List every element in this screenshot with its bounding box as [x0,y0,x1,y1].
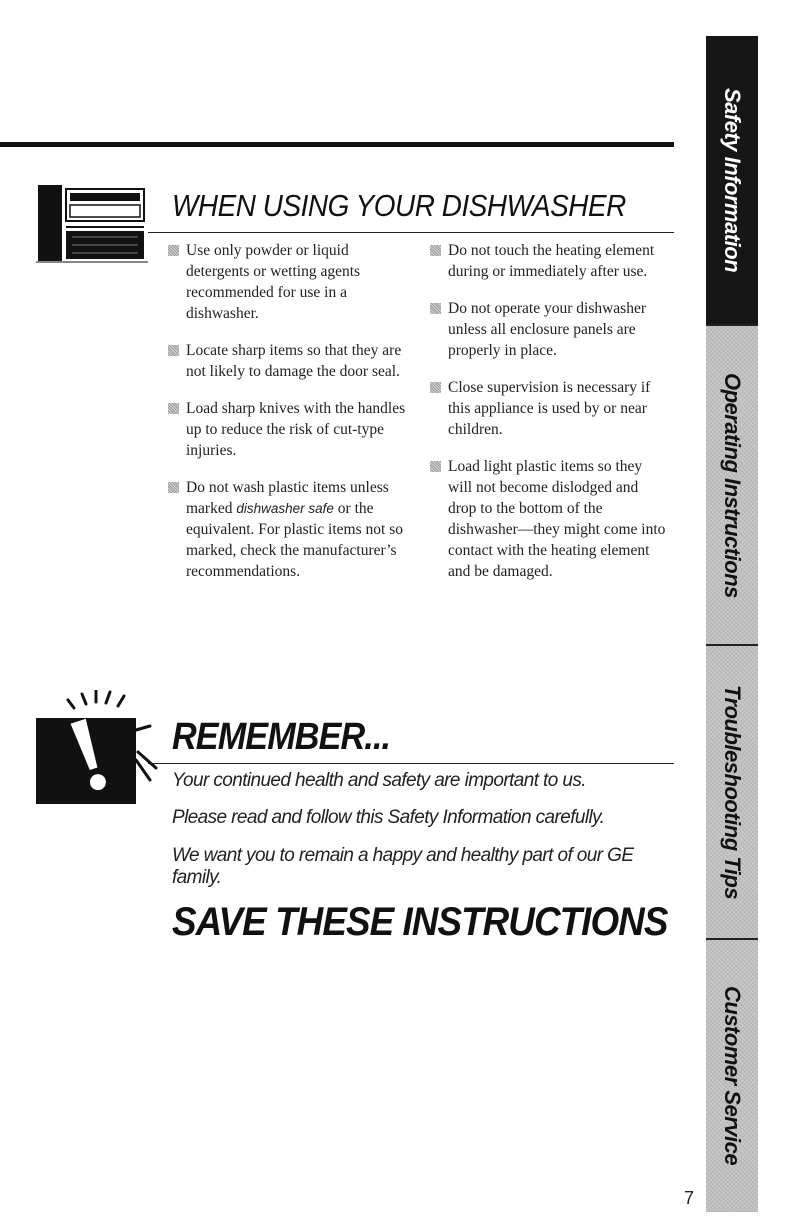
tab-label: Operating Instructions [720,372,745,598]
bullet-text: Locate sharp items so that they are not likely to damage the door seal. [186,342,402,380]
section-tabs [706,36,758,1212]
title-rule [148,232,674,233]
safety-bullet [168,340,406,382]
tab-operating-instructions[interactable] [706,326,758,646]
left-column [168,240,406,598]
safety-bullet [430,456,668,582]
remember-line: We want you to remain a happy and healthy part of our GE family. [172,845,634,888]
tab-label: Safety Information [720,87,745,273]
remember-line: Please read and follow this Safety Information carefully. [172,807,605,828]
safety-bullet [168,398,406,461]
dishwasher-safe-term: dishwasher safe [236,501,334,516]
bullet-icon [430,245,441,256]
page-number: 7 [684,1188,695,1208]
top-rule [0,142,674,147]
bullet-text: Do not touch the heating element during or immediately after use. [448,242,655,280]
tab-customer-service[interactable] [706,940,758,1212]
bullet-icon [430,382,441,393]
safety-bullet [168,240,406,324]
remember-line: Your continued health and safety are important to us. [172,770,586,791]
bullet-text: Load sharp knives with the handles up to reduce the risk of cut-type injuries. [186,400,406,459]
remember-rule [148,763,674,764]
safety-bullet [430,377,668,440]
right-column [430,240,668,598]
tab-label: Troubleshooting Tips [720,684,745,900]
section-title: WHEN USING YOUR DISHWASHER [172,188,626,223]
bullet-text-before: Do not wash plastic items unless marked [186,479,389,517]
tab-troubleshooting-tips[interactable] [706,646,758,940]
safety-bullet [430,240,668,282]
save-instructions-title: SAVE THESE INSTRUCTIONS [172,900,668,944]
tab-label: Customer Service [720,986,745,1166]
exclamation-warning-icon [32,690,164,808]
tab-safety-information[interactable] [706,36,758,326]
bullet-text: Do not operate your dishwasher unless all enclosure panels are properly in place. [448,300,647,359]
bullet-icon [168,345,179,356]
bullet-icon [168,403,179,414]
bullet-icon [168,245,179,256]
dishwasher-icon [36,183,148,263]
bullet-text: Close supervision is necessary if this appliance is used by or near children. [448,379,651,438]
safety-bullet [168,477,406,582]
bullet-icon [168,482,179,493]
bullet-text: Load light plastic items so they will not become dislodged and drop to the bottom of the dishwasher—they might come into contact with the heating element and be damaged. [448,458,666,580]
bullet-text-after: or the equivalent. For plastic items not so marked, check the manufacturer’s recommendations. [186,500,403,580]
bullet-text: Use only powder or liquid detergents or wetting agents recommended for use in a dishwasher. [186,242,361,322]
bullet-icon [430,303,441,314]
remember-title: REMEMBER... [172,716,391,758]
safety-bullet [430,298,668,361]
bullet-icon [430,461,441,472]
